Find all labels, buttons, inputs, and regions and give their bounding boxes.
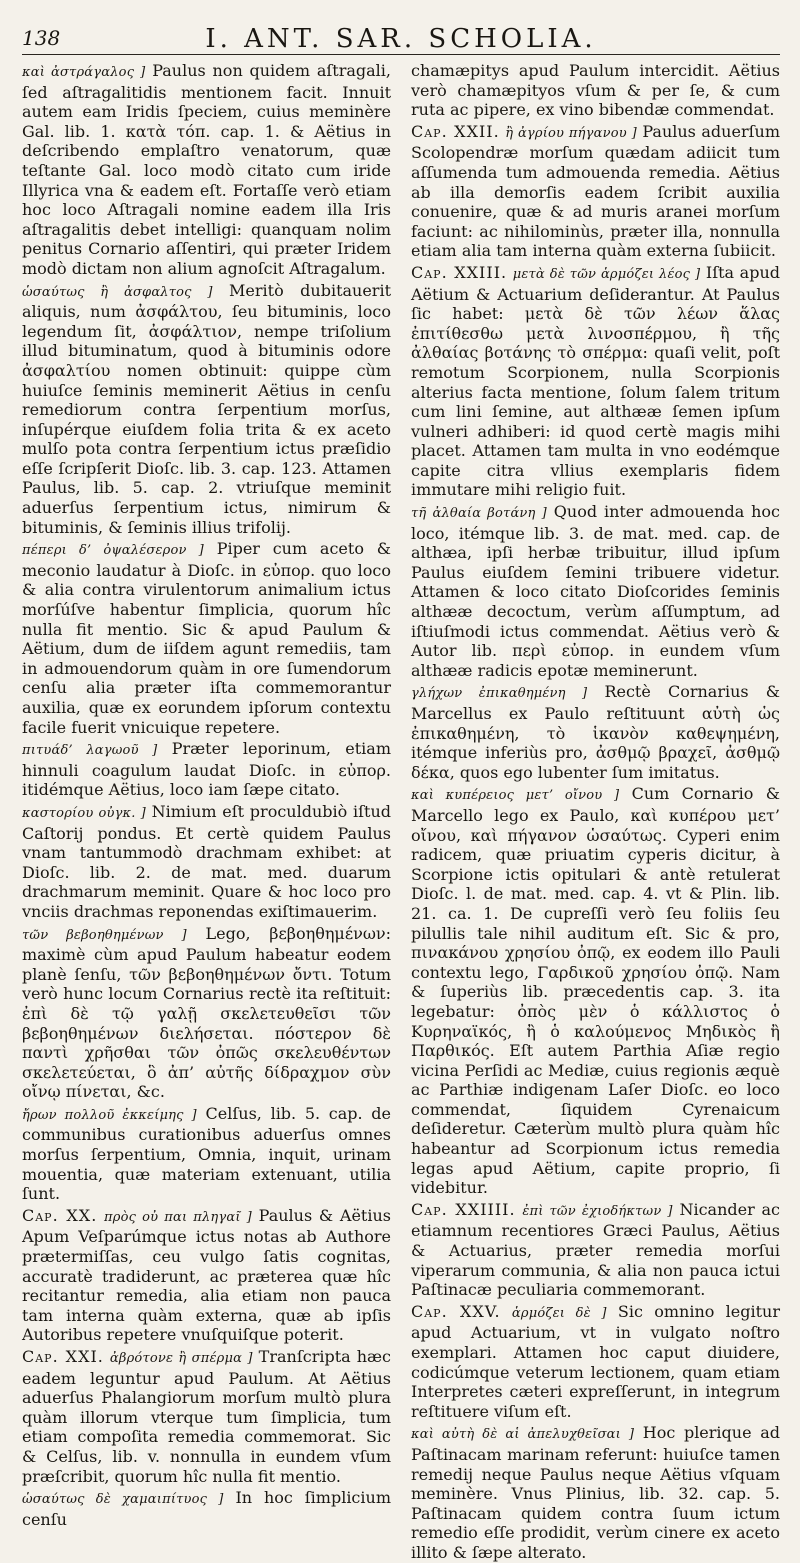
commentary-text: Paulus non quidem aſtragali, ſed aſtragalitidis mentionem facit. Innuit autem eam Iridis ſpeciem, cuius meminère Gal. lib. 1. κατὰ τόπ. cap. 1. & Aëtius in deſcribendo emplaſtro venatorum, quæ teſtante Gal. loco modò citato cum iride Illyrica vna & eadem eſt. Fortaſſe verò etiam hoc loco Aſtragali nomine eadem illa Iris aſtragalitis debet intelligi: quanquam nolim penitus Cornario aſſentiri, qui præter Iridem modò dictam non alium agnoſcit Aſtragalum. (22, 61, 391, 278)
commentary-paragraph (22, 924, 391, 1102)
greek-lemma: τῆ ἀλθαία βοτάνη ] (411, 506, 547, 522)
commentary-text: Quod inter admouenda hoc loco, itémque lib. 3. de mat. med. cap. de althæa, ipſi herbæ tribuitur, illud ipſum Paulus eiuſdem ſemini tribuere videtur. Attamen & loco citato Dioſcorides ſeminis althææ decoctum, verùm aſſumptum, ad iſtiuſmodi ictus commendat. Aëtius verò & Autor lib. περὶ εὐπορ. in eundem vſum althææ radicis epotæ meminerunt. (411, 502, 780, 680)
commentary-text: chamæpitys apud Paulum intercidit. Aëtius verò chamæpityos vſum & per ſe, & cum ruta ac pipere, ex vino bibendæ commendat. (411, 61, 780, 120)
chapter-heading: Cap. XX. (22, 1205, 98, 1225)
greek-lemma: πέπερι δ’ ὀψαλέσερον ] (22, 543, 204, 559)
greek-lemma: γλήχων ἐπικαθημένη ] (411, 686, 588, 702)
commentary-paragraph (22, 1347, 391, 1486)
left-column (22, 61, 392, 1529)
page-number: 138 (22, 26, 61, 50)
commentary-paragraph (411, 784, 780, 1197)
commentary-paragraph (411, 682, 780, 782)
greek-lemma: καὶ αὐτὴ δὲ αἱ ἀπελυχθεῖσαι ] (411, 1427, 635, 1443)
greek-lemma: μετὰ δὲ τῶν ἁρμόζει λέος ] (512, 266, 701, 282)
text-columns (22, 61, 781, 1562)
running-title: I. ANT. SAR. SCHOLIA. (205, 24, 597, 54)
greek-lemma: ἢ ἀγρίου πήγανου ] (505, 125, 637, 141)
commentary-text: Lego, βεβοηθημένων: maximè cùm apud Paulum habeatur eodem planè ſenſu, τῶν βεβοηθημένων ὄντι. Totum verò hunc locum Cornarius rectè ita reſtituit: ἐπὶ δὲ τῷ γαλῇ σκελετευθεῖσι τῶν βεβοηθημένων διελήσεται. πόστερον δὲ παντὶ χρῆσθαι τῶν ὀπῶς σκελευθέντων σκελετεύεται, ὃ ἀπ’ αὐτῆς δίδραχμον σὺν οἴνῳ πίνεται, &c. (22, 923, 391, 1102)
greek-lemma: πιτυάδ’ λαγωοῦ ] (22, 743, 158, 759)
commentary-text: Nimium eſt proculdubiò iſtud Caſtorij pondus. Et certè quidem Paulus vnam tantummodò drachmam exhibet: at Dioſc. lib. 2. de mat. med. duarum drachmarum meminit. Quare & hoc loco pro vnciis drachmas reponendas exiſtimauerim. (22, 801, 392, 921)
greek-lemma: ἁρμόζει δὲ ] (511, 1305, 607, 1321)
commentary-text: Meritò dubitauerit aliquis, num ἀσφάλτου, ſeu bituminis, loco legendum ſit, ἀσφάλτιον, nempe triſolium illud bituminatum, quod à bituminis odore ἀσφαλτίου nomen obtinuit: quippe cùm huiuſce ſeminis meminerit Aëtius in cenſu remediorum contra ſerpentium morſus, inſupérque eiuſdem folia trita & ex aceto mulſo pota contra ſerpentium ictus præſidio eſſe ſcripſerit Dioſc. lib. 3. cap. 123. Attamen Paulus, lib. 5. cap. 2. vtriuſque meminit aduerſus ſerpentium ictus, nimirum & bituminis, & ſeminis illius trifolij. (22, 280, 392, 537)
greek-lemma: ἤρων πολλοῦ ἐκκείμης ] (22, 1107, 197, 1123)
commentary-paragraph (22, 1104, 391, 1204)
commentary-text: Piper cum aceto & meconio laudatur à Dioſc. in εὐπορ. quo loco & alia contra virulentorum animalium ictus morſúſve habentur ſimplicia, quorum hîc nulla fit mentio. Sic & apud Paulum & Aëtium, dum de iiſdem agunt remediis, tam in admouendorum quàm in ore ſumendorum cenſu alia præter iſta commemorantur auxilia, quæ ex eorundem ipſorum contextu facile fuerit vnicuique repetere. (22, 539, 391, 737)
greek-lemma: ὡσαύτως ἢ ἀσφαλτος ] (22, 284, 213, 300)
commentary-text: Sic omnino legitur apud Actuarium, vt in vulgato noſtro exemplari. Attamen hoc caput diuidere, codicúmque veterum lectionem, quam etiam Interpretes cæteri expreſſerunt, in integrum reſtituere viſum eſt. (411, 1301, 780, 1421)
commentary-paragraph (22, 1488, 391, 1529)
commentary-text: Rectè Cornarius & Marcellus ex Paulo reſtituunt αὐτὴ ὡς ἐπικαθημένη, τὸ ἱκανὸν καθεψημένη, itémque inferiùs pro, ἀσθμῷ βραχεῖ, ἀσθμῷ δέκα, quos ego lubenter ſum imitatus. (411, 682, 781, 782)
page-header (22, 24, 780, 55)
greek-lemma: τῶν βεβοηθημένων ] (22, 927, 187, 943)
commentary-text: Celſus, lib. 5. cap. de communibus curationibus aduerſus omnes morſus ſerpentium, Omnia, inquit, urinam mouentia, quæ materiam extenuant, utilia ſunt. (22, 1103, 392, 1204)
commentary-paragraph (22, 281, 391, 538)
greek-lemma: ἐπὶ τῶν ἐχιοδήκτων ] (522, 1203, 673, 1219)
commentary-text: Paulus & Aëtius Apum Veſparúmque ictus notas ab Authore prætermiſſas, ceu vulgo ſatis cognitas, accuratè tradiderunt, ac præterea quæ hîc recitantur remedia, alia etiam non pauca tam interna quàm externa, quæ ab ipſis Autoribus repetere vnuſquiſque poterit. (22, 1205, 391, 1345)
commentary-paragraph (411, 263, 780, 500)
commentary-text: In hoc ſimplicium cenſu (22, 1488, 391, 1529)
chapter-heading: Cap. XXII. (411, 121, 500, 141)
commentary-paragraph (411, 1200, 780, 1300)
greek-lemma: ἀβρότονε ἢ σπέρμα ] (109, 1351, 253, 1366)
commentary-paragraph (411, 1423, 780, 1562)
greek-lemma: καὶ κυπέρειος μετ’ οἴνου ] (411, 788, 620, 804)
chapter-heading: Cap. XXV. (411, 1301, 501, 1321)
commentary-text: Hoc plerique ad Paſtinacam marinam referunt: huiuſce tamen remedij neque Paulus neque Aëtius vſquam meminère. Vnus Plinius, lib. 32. cap. 5. Paſtinacam quidem contra ſuum ictum remedio eſſe prodidit, verùm cinere ex aceto illito & ſæpe alterato. (411, 1423, 780, 1562)
greek-lemma: καστορίου οὐγκ. ] (22, 805, 146, 821)
chapter-heading: Cap. XXI. (22, 1347, 104, 1366)
commentary-text: Iſta apud Aëtium & Actuarium deſiderantur. At Paulus ſic habet: μετὰ δὲ τῶν λέων ἅλας ἐπιτίθεσθω μετὰ λινοσπέρμου, ἢ τῆς ἀλθαίας βοτάνης τὸ σπέρμα: quaſi velit, poſt remotum Scorpionem, nulla Scorpionis alterius facta mentione, ſolum ſalem tritum cum lini ſemine, aut althææ ſemen ipſum vulneri adhiberi: id quod certè magis mihi placet. Attamen tam multa in vno eodémque capite citra vllius exemplaris fidem immutare mihi religio fuit. (411, 262, 781, 500)
commentary-paragraph (22, 61, 391, 279)
commentary-text: Nicander ac etiamnum recentiores Græci Paulus, Aëtius & Actuarius, præter remedia morſui viperarum communia, & alia non pauca ictui Paſtinacæ peculiaria commemorant. (411, 1199, 780, 1300)
greek-lemma: ὡσαύτως δὲ χαμαιπίτυος ] (22, 1492, 224, 1508)
chapter-heading: Cap. XXIIII. (411, 1199, 516, 1219)
right-column (411, 61, 781, 1562)
commentary-text: Tranſcripta hæc eadem leguntur apud Paulum. At Aëtius aduerſus Phalangiorum morſum multò plura quàm illorum vterque tum ſimplicia, tum etiam compoſita remedia commemorat. Sic & Celſus, lib. v. nonnulla in eundem vſum præſcribit, quorum hîc nulla fit mentio. (22, 1347, 391, 1486)
commentary-paragraph (22, 1206, 391, 1345)
commentary-text: Præter leporinum, etiam hinnuli coagulum laudat Dioſc. in εὐπορ. itidémque Aëtius, loco iam ſæpe citato. (22, 739, 391, 800)
commentary-paragraph (411, 61, 780, 120)
commentary-paragraph (22, 539, 391, 737)
commentary-text: Cum Cornario & Marcello lego ex Paulo, καὶ κυπέρου μετ’ οἴνου, καὶ πήγανον ὡσαύτως. Cyperi enim radicem, quæ priuatim cyperis dicitur, à Scorpione ictis opitulari & antè retulerat Dioſc. l. de mat. med. cap. 4. vt & Plin. lib. 21. ca. 1. De cupreſſi verò ſeu foliis ſeu pilullis tale nihil auditum eſt. Sic & pro, πινακάνου χρησίου ὀπῷ, ex eodem illo Pauli contextu lego, Γαρδικοῦ χρησίου ὀπῷ. Nam & ſuperiùs lib. præcedentis cap. 3. ita legebatur: ὀπὸς μὲν ὁ κάλλιστος ὁ Κυρηναϊκός, ἢ ὁ καλούμενος Μηδικὸς ἢ Παρθικός. Eſt autem Parthia Aſiæ regio vicina Perſidi ac Mediæ, cuius regionis æquè ac Parthiæ indigenam Laſer Dioſc. eo loco commendat, ſiquidem Cyrenaicum deſideretur. Cæterùm multò plura quàm hîc habeantur ad Scorpionum ictus remedia legas apud Aëtium, capite proprio, ſi videbitur. (411, 784, 780, 1198)
commentary-text: Paulus aduerſum Scolopendræ morſum quædam adiicit tum aſſumenda tum admouenda remedia. Aëtius ab illa demorſis eadem ſcribit auxilia conuenire, quæ & ad muris aranei morſum faciunt: ac nihilominùs, præter illa, nonnulla etiam alia tam interna quàm externa ſubiicit. (411, 121, 780, 261)
greek-lemma: καὶ ἀστράγαλος ] (22, 65, 146, 80)
commentary-paragraph (22, 802, 391, 922)
chapter-heading: Cap. XXIII. (411, 262, 508, 282)
commentary-paragraph (411, 1302, 780, 1422)
greek-lemma: πρὸς οὐ παι πληγαῖ ] (104, 1209, 252, 1225)
commentary-paragraph (411, 122, 780, 261)
commentary-paragraph (411, 502, 780, 680)
commentary-paragraph (22, 739, 391, 800)
